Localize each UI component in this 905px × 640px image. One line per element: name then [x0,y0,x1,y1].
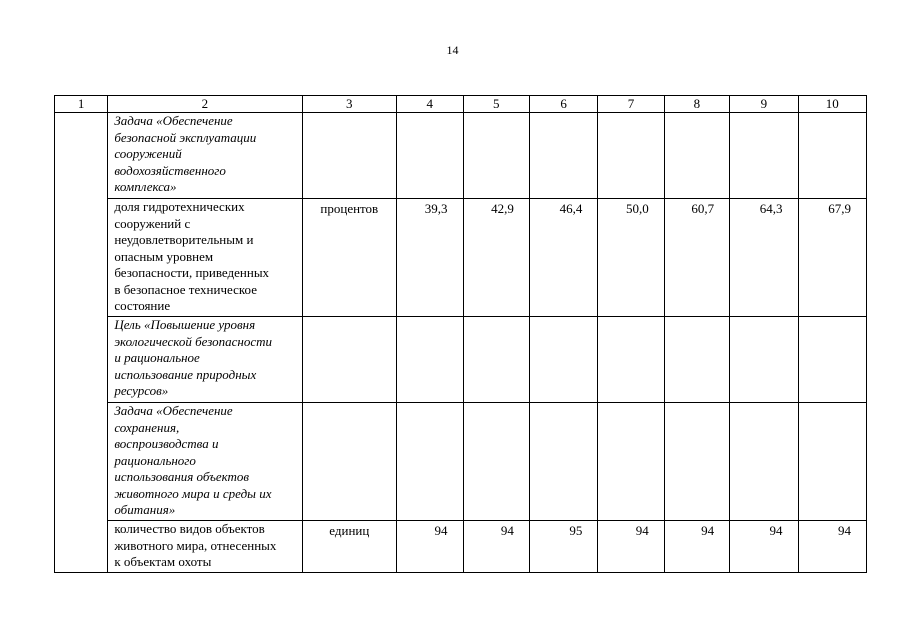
column-header-2: 2 [108,96,302,113]
empty-cell [730,113,798,199]
empty-cell [463,113,529,199]
task-cell: Задача «Обеспечение безопасной эксплуатации сооружений водохозяйственного комплекса» [108,113,302,199]
column-header-4: 4 [397,96,463,113]
task-cell: Задача «Обеспечение сохранения, воспроизводства и рационального использования объектов животного мира и среды их обитания» [108,403,302,521]
column-header-3: 3 [302,96,397,113]
empty-cell [463,317,529,403]
empty-cell [730,403,798,521]
empty-cell [798,317,866,403]
value-cell: 67,9 [798,199,866,317]
value-cell: 60,7 [664,199,729,317]
value-cell: 94 [730,521,798,573]
unit-cell: единиц [302,521,397,573]
table-row-task-hydro [55,113,867,199]
table-header-row [55,96,867,113]
page-number: 14 [446,43,459,57]
empty-cell [397,113,463,199]
empty-cell [664,113,729,199]
empty-cell [463,403,529,521]
row-number-cell [55,113,108,573]
empty-cell [598,113,664,199]
column-header-6: 6 [529,96,597,113]
empty-cell [529,113,597,199]
column-header-5: 5 [463,96,529,113]
indicator-cell: количество видов объектов животного мира, отнесенных к объектам охоты [108,521,302,573]
empty-cell [302,317,397,403]
value-cell: 95 [529,521,597,573]
value-cell: 39,3 [397,199,463,317]
table-row-goal [55,317,867,403]
column-header-7: 7 [598,96,664,113]
empty-cell [529,317,597,403]
empty-cell [664,317,729,403]
value-cell: 64,3 [730,199,798,317]
value-cell: 94 [664,521,729,573]
value-cell: 94 [463,521,529,573]
indicator-cell: доля гидротехнических сооружений с неудовлетворительным и опасным уровнем безопасности, приведенных в безопасное техническое состояние [108,199,302,317]
empty-cell [302,403,397,521]
empty-cell [798,403,866,521]
indicators-table [54,95,867,573]
column-header-8: 8 [664,96,729,113]
column-header-1: 1 [55,96,108,113]
table-row-indicator-hydro [55,199,867,317]
table-row-task-wildlife [55,403,867,521]
table-row-indicator-wildlife [55,521,867,573]
empty-cell [664,403,729,521]
empty-cell [529,403,597,521]
empty-cell [730,317,798,403]
empty-cell [397,403,463,521]
value-cell: 94 [598,521,664,573]
unit-cell: процентов [302,199,397,317]
value-cell: 50,0 [598,199,664,317]
column-header-10: 10 [798,96,866,113]
empty-cell [302,113,397,199]
value-cell: 94 [798,521,866,573]
value-cell: 42,9 [463,199,529,317]
column-header-9: 9 [730,96,798,113]
value-cell: 46,4 [529,199,597,317]
empty-cell [598,403,664,521]
empty-cell [798,113,866,199]
empty-cell [598,317,664,403]
value-cell: 94 [397,521,463,573]
goal-cell: Цель «Повышение уровня экологической безопасности и рациональное использование природных ресурсов» [108,317,302,403]
empty-cell [397,317,463,403]
